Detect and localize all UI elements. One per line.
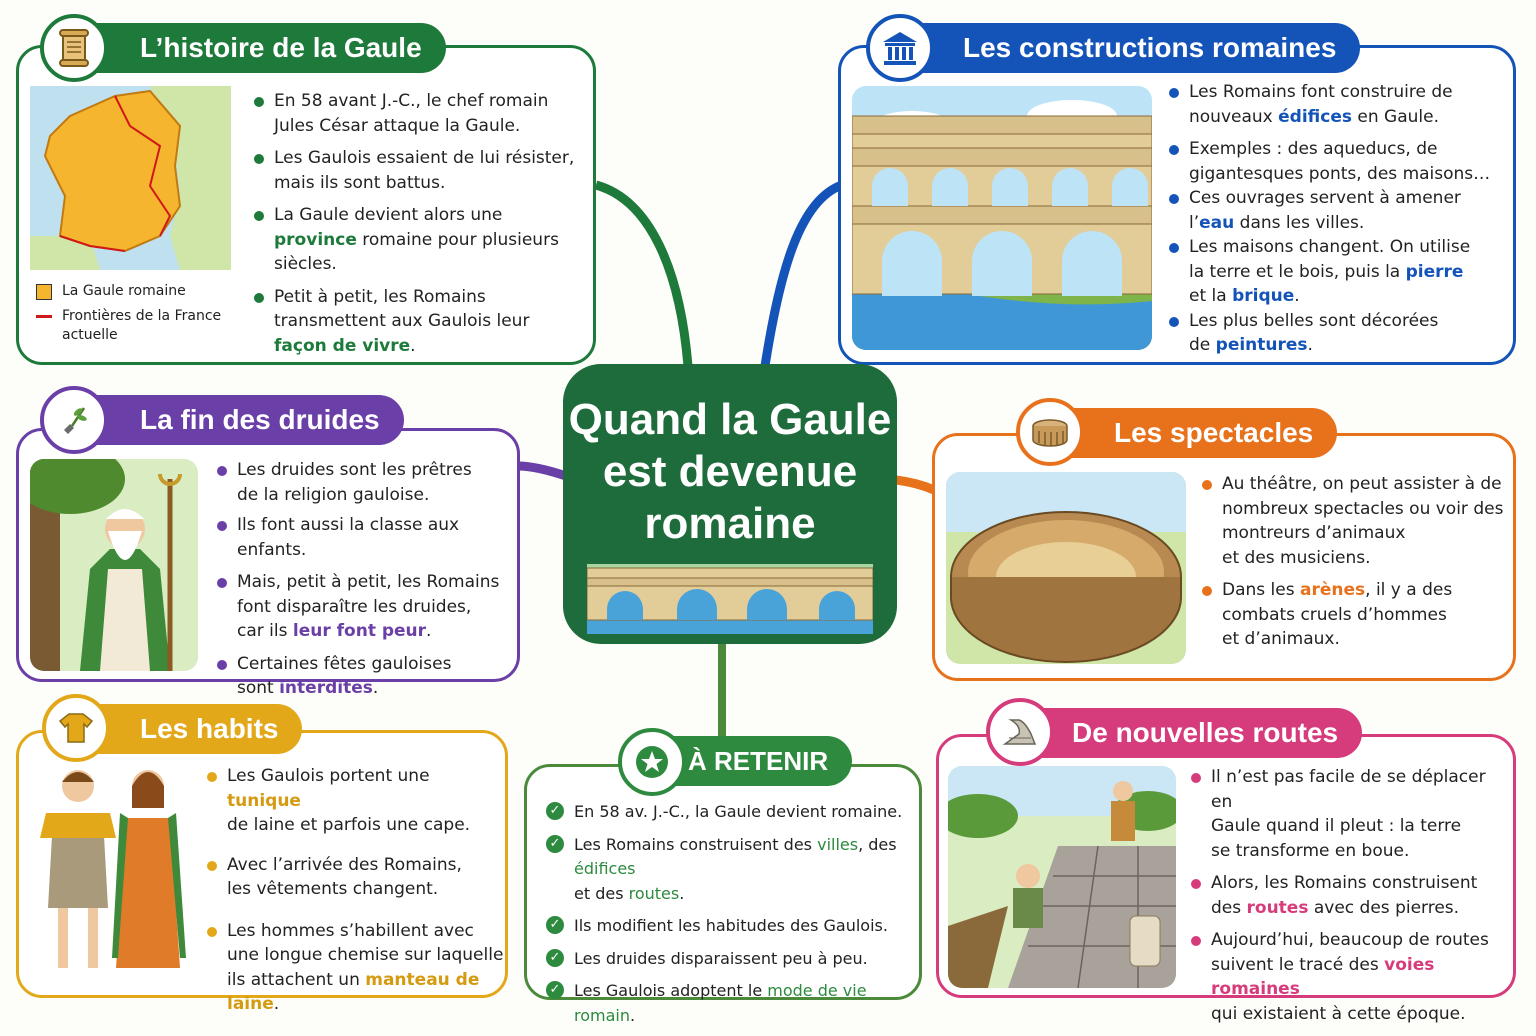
road-builders-illustration bbox=[948, 766, 1176, 988]
list-item: Ils font aussi la classe aux enfants. bbox=[215, 513, 515, 562]
druides-bullets bbox=[215, 458, 515, 709]
list-item: Les druides sont les prêtres de la religion gauloise. bbox=[215, 458, 515, 507]
list-item: ✓ Les druides disparaissent peu à peu. bbox=[546, 947, 918, 972]
list-item: Dans les arènes, il y a des combats cruels d’hommes et d’animaux. bbox=[1200, 578, 1510, 652]
list-item: Alors, les Romains construisent des routes avec des pierres. bbox=[1189, 871, 1511, 920]
center-aqueduct-illustration bbox=[587, 564, 873, 634]
list-item: Ces ouvrages servent à amener l’eau dans les villes. bbox=[1167, 186, 1507, 235]
plant-icon bbox=[40, 386, 108, 454]
list-item: Petit à petit, les Romains transmettent aux Gaulois leur façon de vivre. bbox=[252, 285, 587, 359]
retenir-title: À RETENIR bbox=[626, 736, 852, 786]
tunic-icon bbox=[42, 694, 110, 762]
list-item: Les Romains font construire de nouveaux édifices en Gaule. bbox=[1167, 80, 1507, 129]
connector-constructions bbox=[765, 185, 842, 366]
list-item: Les maisons changent. On utilise la terre et le bois, puis la pierre et la brique. bbox=[1167, 235, 1507, 309]
spectacles-title: Les spectacles bbox=[1024, 408, 1337, 458]
list-item: Avec l’arrivée des Romains, les vêtements changent. bbox=[205, 853, 505, 902]
scroll-icon bbox=[40, 14, 108, 82]
list-item: En 58 avant J.-C., le chef romain Jules César attaque la Gaule. bbox=[252, 89, 587, 138]
connector-spectacles bbox=[896, 480, 934, 490]
list-item: La Gaule devient alors une province romaine pour plusieurs siècles. bbox=[252, 203, 587, 277]
connector-histoire bbox=[596, 185, 688, 366]
legend-frontieres-line bbox=[36, 315, 52, 318]
habits-bullets bbox=[205, 764, 505, 1025]
arena-illustration bbox=[946, 472, 1186, 664]
list-item: ✓ Les Gaulois adoptent le mode de vie romain. bbox=[546, 979, 918, 1028]
list-item: Exemples : des aqueducs, de gigantesques ponts, des maisons… bbox=[1167, 137, 1507, 186]
legend-gaule-swatch bbox=[36, 284, 52, 300]
main-title-card bbox=[563, 364, 897, 644]
list-item: Les Gaulois essaient de lui résister, mais ils sont battus. bbox=[252, 146, 587, 195]
map-legend bbox=[36, 282, 221, 345]
list-item: Les Gaulois portent une tunique de laine et parfois une cape. bbox=[205, 764, 505, 838]
list-item: Mais, petit à petit, les Romains font disparaître les druides, car ils leur font peur. bbox=[215, 570, 515, 644]
druides-title: La fin des druides bbox=[50, 395, 404, 445]
star-icon bbox=[618, 728, 686, 796]
retenir-list bbox=[546, 800, 918, 1036]
gaulish-couple-illustration bbox=[28, 758, 196, 990]
list-item: ✓ Ils modifient les habitudes des Gaulois. bbox=[546, 914, 918, 939]
temple-icon bbox=[866, 14, 934, 82]
gaule-map bbox=[30, 86, 231, 270]
list-item: Il n’est pas facile de se déplacer en Gaule quand il pleut : la terre se transforme en boue. bbox=[1189, 765, 1511, 863]
routes-title: De nouvelles routes bbox=[994, 708, 1362, 758]
constructions-bullets bbox=[1167, 80, 1507, 366]
legend-gaule-label: La Gaule romaine bbox=[62, 283, 186, 299]
list-item: Certaines fêtes gauloises sont interdites. bbox=[215, 652, 515, 701]
routes-bullets bbox=[1189, 765, 1511, 1034]
list-item: Aujourd’hui, beaucoup de routes suivent le tracé des voies romaines qui existaient à cette époque. bbox=[1189, 928, 1511, 1026]
aqueduct-illustration bbox=[852, 86, 1152, 350]
histoire-title: L’histoire de la Gaule bbox=[50, 23, 446, 73]
list-item: ✓ Les Romains construisent des villes, des édifices et des routes. bbox=[546, 833, 918, 907]
spectacles-bullets bbox=[1200, 472, 1510, 660]
colosseum-icon bbox=[1016, 398, 1084, 466]
connector-druides bbox=[518, 466, 566, 476]
list-item: Les plus belles sont décorées de peintures. bbox=[1167, 309, 1507, 358]
road-icon bbox=[986, 698, 1054, 766]
list-item: Les hommes s’habillent avec une longue chemise sur laquelle ils attachent un manteau de laine. bbox=[205, 919, 505, 1017]
list-item: Au théâtre, on peut assister à de nombreux spectacles ou voir des montreurs d’animaux et des musiciens. bbox=[1200, 472, 1510, 570]
legend-frontieres-label: Frontières de la France actuelle bbox=[62, 308, 222, 343]
druid-illustration bbox=[30, 459, 198, 671]
histoire-bullets bbox=[252, 89, 587, 366]
constructions-title: Les constructions romaines bbox=[873, 23, 1360, 73]
habits-title: Les habits bbox=[50, 704, 302, 754]
main-title: Quand la Gaule est devenue romaine bbox=[568, 395, 892, 548]
list-item: ✓ En 58 av. J.-C., la Gaule devient romaine. bbox=[546, 800, 918, 825]
